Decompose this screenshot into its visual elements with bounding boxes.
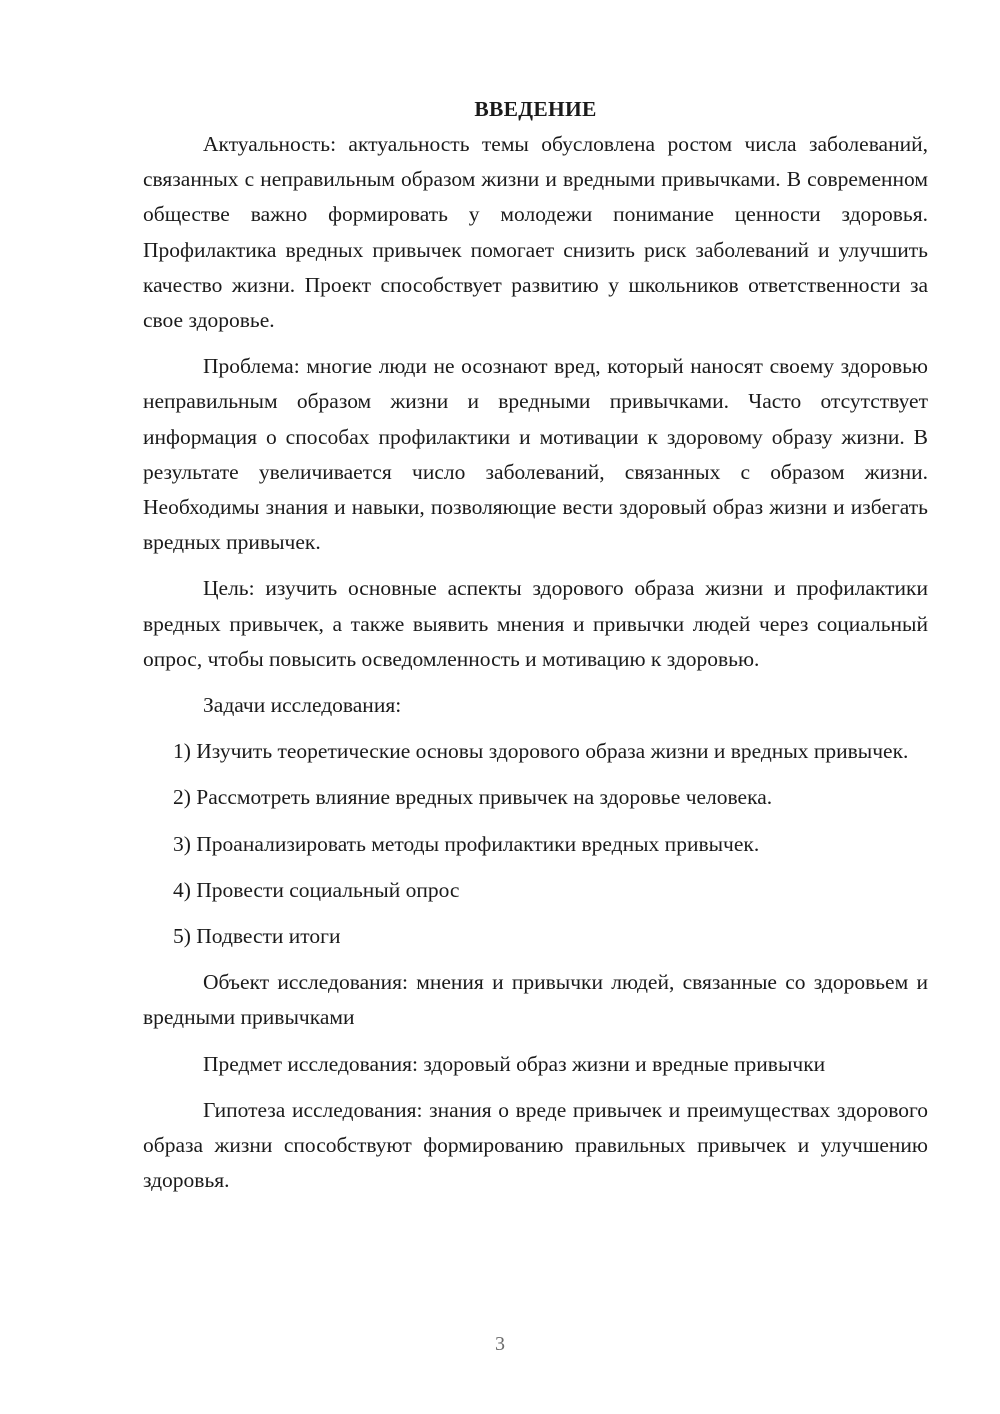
task-item-2: 2) Рассмотреть влияние вредных привычек на здоровье человека.: [173, 785, 773, 810]
document-page: [143, 92, 928, 1198]
task-item-1: 1) Изучить теоретические основы здорового образа жизни и вредных привычек.: [173, 739, 909, 764]
tasks-title: Задачи исследования:: [203, 693, 402, 718]
task-item-5: 5) Подвести итоги: [173, 924, 341, 949]
page-number: 3: [495, 1333, 505, 1355]
section-heading: ВВЕДЕНИЕ: [474, 97, 597, 121]
paragraph-subject: Предмет исследования: здоровый образ жизни и вредные привычки: [203, 1051, 826, 1076]
paragraph-problem: Проблема: многие люди не осознают вред, который наносят своему здоровью неправильным образом жизни и вредными привычками. Часто отсутствует информация о способах профилактики и мотивации к здоровому образу жизни. В результате увеличивается число заболеваний, связанных с образом жизни. Необходимы знания и навыки, позволяющие вести здоровый образ жизни и избегать вредных привычек.: [143, 354, 928, 555]
task-item-4: 4) Провести социальный опрос: [173, 877, 460, 902]
paragraph-object: Объект исследования: мнения и привычки людей, связанные со здоровьем и вредными привычками: [143, 970, 928, 1030]
paragraph-hypothesis: Гипотеза исследования: знания о вреде привычек и преимуществах здорового образа жизни способствуют формированию правильных привычек и улучшению здоровья.: [143, 1097, 928, 1193]
paragraph-relevance: Актуальность: актуальность темы обусловлена ростом числа заболеваний, связанных с неправильным образом жизни и вредными привычками. В современном обществе важно формировать у молодежи понимание ценности здоровья. Профилактика вредных привычек помогает снизить риск заболеваний и улучшить качество жизни. Проект способствует развитию у школьников ответственности за свое здоровье.: [143, 132, 928, 333]
paragraph-goal: Цель: изучить основные аспекты здорового образа жизни и профилактики вредных привычек, а также выявить мнения и привычки людей через социальный опрос, чтобы повысить осведомленность и мотивацию к здоровью.: [143, 576, 928, 671]
task-item-3: 3) Проанализировать методы профилактики вредных привычек.: [173, 831, 760, 856]
